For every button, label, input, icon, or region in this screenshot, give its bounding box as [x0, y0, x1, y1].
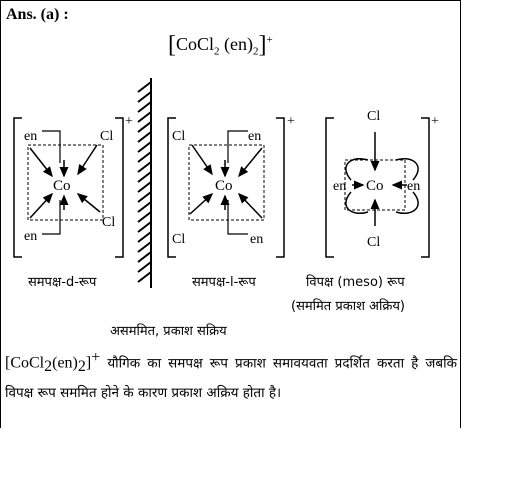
cis-l-bond-cl-top — [192, 145, 212, 174]
cis-l-en-bridge-top — [228, 131, 248, 163]
explanation-chem-sub2: 2 — [77, 358, 86, 376]
explanation-chem-mid: (en) — [52, 354, 78, 372]
cis-l-label: समपक्ष-l-रूप — [192, 275, 256, 290]
cis-caption: असममित, प्रकाश सक्रिय — [110, 324, 227, 339]
cis-d-ligand-cl-top: Cl — [100, 129, 114, 144]
trans-charge: + — [431, 114, 439, 129]
cis-l-isomer — [168, 114, 295, 257]
cis-d-en-bridge-bottom — [42, 200, 60, 234]
formula-charge: + — [266, 34, 273, 46]
cis-l-ligand-cl-bottom: Cl — [172, 232, 186, 247]
explanation-text: यौगिक का समपक्ष रूप प्रकाश समावयवता प्रदर्शित करता है जबकि विपक्ष रूप सममित होने के कारण प्रकाश अक्रिय होता है। — [5, 355, 457, 402]
trans-ligand-en-left: en — [333, 179, 347, 194]
trans-ligand-cl-top: Cl — [367, 109, 381, 124]
cis-d-en-bridge-top — [42, 131, 60, 163]
explanation-chem-end: ] — [85, 354, 92, 372]
cis-d-charge: + — [125, 114, 133, 129]
cis-d-center-atom: Co — [53, 178, 71, 194]
trans-center-atom: Co — [366, 178, 384, 194]
cis-d-bond-ul — [30, 148, 52, 176]
trans-right-bracket — [421, 118, 429, 257]
formula-main: CoCl — [176, 34, 215, 54]
cis-l-ligand-cl-top: Cl — [172, 129, 186, 144]
trans-isomer — [326, 109, 439, 257]
trans-label: विपक्ष (meso) रूप — [306, 275, 405, 290]
cis-l-ligand-en-bottom: en — [250, 232, 264, 247]
cis-d-ligand-cl-bottom: Cl — [102, 215, 116, 230]
cis-d-isomer — [14, 114, 133, 257]
cis-d-bond-cl-top — [78, 145, 97, 174]
trans-en-chelate-ur — [396, 159, 418, 180]
explanation-chem-prefix: [CoCl — [5, 354, 45, 372]
cis-d-label: समपक्ष-d-रूप — [28, 275, 97, 290]
cis-d-ligand-en-top: en — [24, 129, 38, 144]
explanation-chem-charge: + — [91, 349, 101, 366]
cis-l-bond-lr — [239, 194, 262, 218]
trans-ligand-cl-bottom: Cl — [367, 235, 381, 250]
cis-l-en-bridge-bottom — [228, 200, 248, 234]
cis-d-right-bracket — [115, 118, 123, 257]
cis-d-bond-ll — [30, 194, 52, 218]
cis-l-bond-ur — [239, 148, 262, 176]
explanation-chem-sub1: 2 — [44, 358, 53, 376]
trans-en-chelate-ul — [346, 159, 368, 180]
trans-ligand-en-right: en — [407, 179, 421, 194]
formula-sub1: 2 — [214, 45, 220, 58]
formula-sub2: 2 — [253, 45, 259, 58]
cis-l-charge: + — [287, 114, 295, 129]
cis-l-right-bracket — [276, 118, 284, 257]
formula-en: (en) — [224, 34, 253, 54]
mirror-plane — [138, 78, 151, 288]
cis-l-center-atom: Co — [215, 178, 233, 194]
cis-d-bond-cl-bottom — [78, 194, 100, 212]
explanation-paragraph — [5, 344, 457, 407]
cis-l-ligand-en-top: en — [248, 129, 262, 144]
complex-formula: [CoCl$_2$ $(en)_2]^+$ — [168, 32, 273, 58]
cis-l-bond-cl-bottom — [190, 194, 212, 214]
cis-d-left-bracket — [14, 118, 22, 257]
trans-label-line2: (सममित प्रकाश अक्रिय) — [291, 299, 405, 314]
cis-d-ligand-en-bottom: en — [24, 229, 38, 244]
answer-label: Ans. (a) : — [6, 6, 69, 23]
